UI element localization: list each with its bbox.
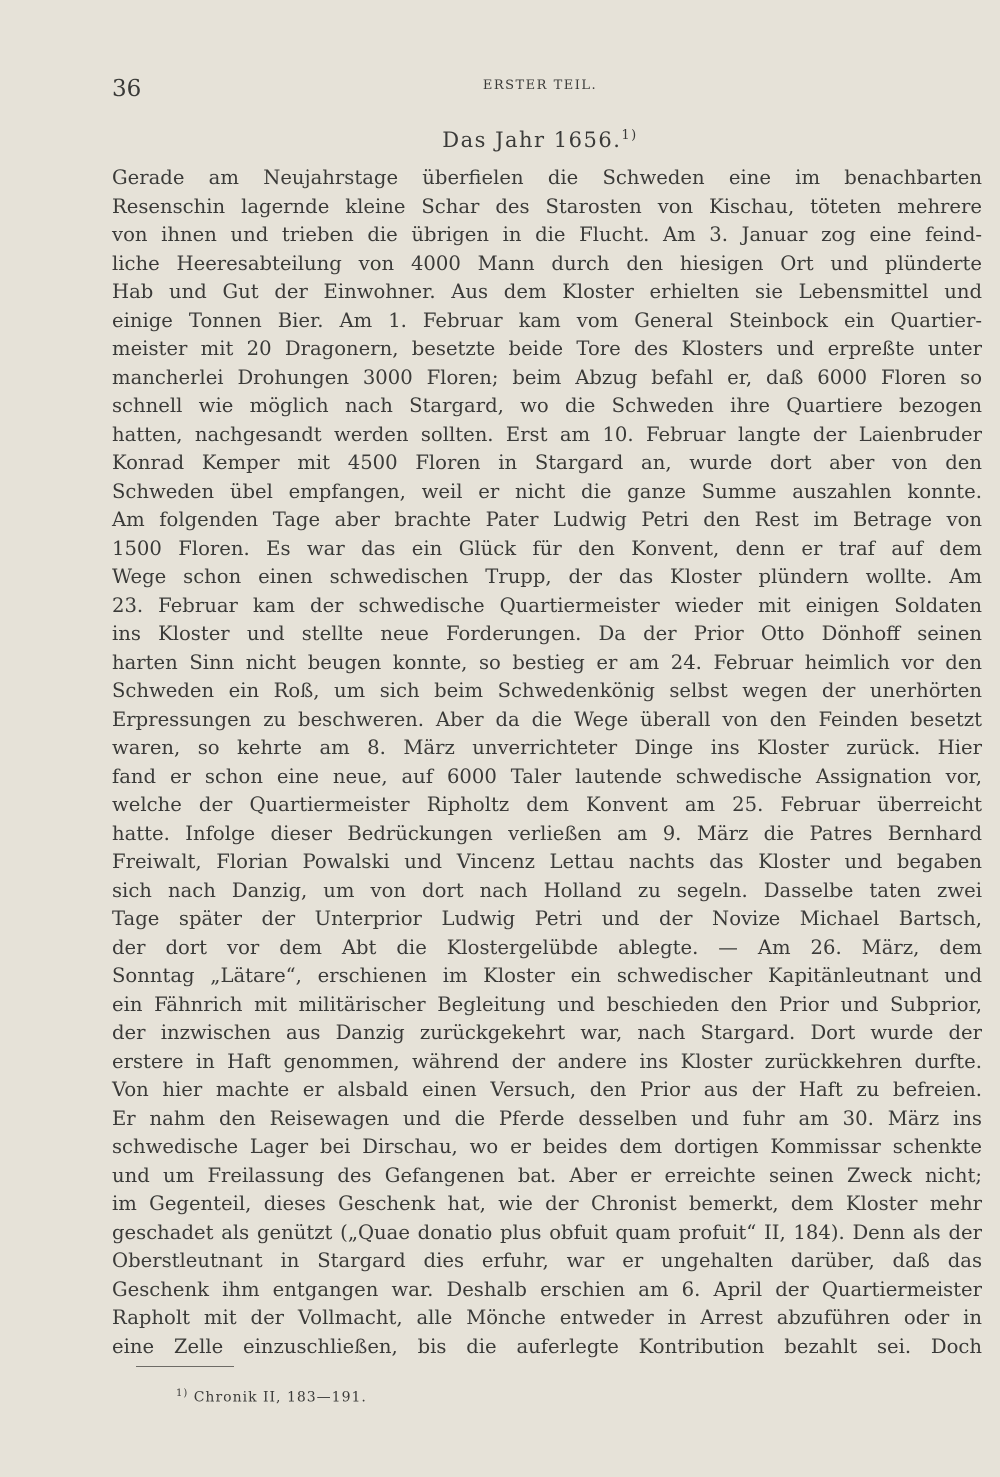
section-heading-text: Das Jahr 1656. xyxy=(442,128,622,152)
footnote-marker: 1) xyxy=(176,1388,189,1399)
text-line: Wege schon einen schwedischen Trupp, der das Kloster plündern wollte. Am xyxy=(112,565,982,588)
text-line: mancherlei Drohungen 3000 Floren; beim Abzug befahl er, daß 6000 Floren so xyxy=(112,365,982,389)
text-line: Er nahm den Reisewagen und die Pferde desselben und fuhr am 30. März ins xyxy=(112,1106,982,1130)
text-line: ein Fähnrich mit militärischer Begleitung und beschieden den Prior und Subprior, xyxy=(112,992,982,1016)
text-line: Rapholt mit der Vollmacht, alle Mönche entweder in Arrest abzuführen oder in xyxy=(112,1306,982,1329)
text-line: Hab und Gut der Einwohner. Aus dem Kloster erhielten sie Lebensmittel und xyxy=(112,280,982,303)
text-line: Sonntag „Lätare“, erschienen im Kloster ein schwedischer Kapitänleutnant und xyxy=(112,964,982,987)
text-line: Von hier machte er alsbald einen Versuch, den Prior aus der Haft zu befreien. xyxy=(112,1078,982,1101)
text-line: 23. Februar kam der schwedische Quartiermeister wieder mit einigen Soldaten xyxy=(112,593,982,617)
section-heading xyxy=(0,128,1000,152)
footnote-rule xyxy=(136,1366,234,1367)
footnote xyxy=(176,1388,367,1406)
text-line: der dort vor dem Abt die Klostergelübde ablegte. — Am 26. März, dem xyxy=(112,935,982,959)
text-line: Tage später der Unterprior Ludwig Petri und der Novize Michael Bartsch, xyxy=(112,907,982,930)
text-line: und um Freilassung des Gefangenen bat. Aber er erreichte seinen Zweck nicht; xyxy=(112,1163,982,1187)
text-line: Oberstleutnant in Stargard dies erfuhr, war er ungehalten darüber, daß das xyxy=(112,1249,982,1272)
text-line: einige Tonnen Bier. Am 1. Februar kam vom General Steinbock ein Quartier- xyxy=(112,308,982,332)
text-line: erstere in Haft genommen, während der andere ins Kloster zurückkehren durfte. xyxy=(112,1049,982,1073)
text-line: Erpressungen zu beschweren. Aber da die Wege überall von den Feinden besetzt xyxy=(112,707,982,731)
text-line: Resenschin lagernde kleine Schar des Starosten von Kischau, töteten mehrere xyxy=(112,194,982,218)
text-line: sich nach Danzig, um von dort nach Holland zu segeln. Dasselbe taten zwei xyxy=(112,878,982,902)
text-line: fand er schon eine neue, auf 6000 Taler lautende schwedische Assignation vor, xyxy=(112,764,982,788)
text-line: Gerade am Neujahrstage überfielen die Schweden eine im benachbarten xyxy=(112,166,982,189)
text-line: 1500 Floren. Es war das ein Glück für den Konvent, denn er traf auf dem xyxy=(112,536,982,560)
text-line: eine Zelle einzuschließen, bis die auferlegte Kontribution bezahlt sei. Doch xyxy=(112,1334,982,1358)
text-line: waren, so kehrte am 8. März unverrichteter Dinge ins Kloster zurück. Hier xyxy=(112,736,982,759)
text-line: hatte. Infolge dieser Bedrückungen verließen am 9. März die Patres Bernhard xyxy=(112,821,982,845)
text-line: hatten, nachgesandt werden sollten. Erst am 10. Februar langte der Laienbruder xyxy=(112,422,982,446)
text-line: liche Heeresabteilung von 4000 Mann durch den hiesigen Ort und plünderte xyxy=(112,251,982,275)
footnote-text: Chronik II, 183—191. xyxy=(193,1389,367,1406)
text-line: Schweden übel empfangen, weil er nicht die ganze Summe auszahlen konnte. xyxy=(112,479,982,503)
text-line: schnell wie möglich nach Stargard, wo die Schweden ihre Quartiere bezogen xyxy=(112,394,982,417)
text-line: der inzwischen aus Danzig zurückgekehrt war, nach Stargard. Dort wurde der xyxy=(112,1021,982,1044)
text-line: Geschenk ihm entgangen war. Deshalb erschien am 6. April der Quartiermeister xyxy=(112,1277,982,1301)
text-line: ins Kloster und stellte neue Forderungen. Da der Prior Otto Dönhoff seinen xyxy=(112,622,982,645)
body-text xyxy=(112,164,982,1361)
footnote-reference: 1) xyxy=(621,128,638,143)
text-line: welche der Quartiermeister Ripholtz dem Konvent am 25. Februar überreicht xyxy=(112,793,982,816)
text-line: geschadet als genützt („Quae donatio plus obfuit quam profuit“ II, 184). Denn als der xyxy=(112,1220,982,1244)
text-line: Konrad Kemper mit 4500 Floren in Stargard an, wurde dort aber von den xyxy=(112,451,982,474)
text-line: meister mit 20 Dragonern, besetzte beide Tore des Klosters und erpreßte unter xyxy=(112,337,982,360)
text-line: Schweden ein Roß, um sich beim Schwedenkönig selbst wegen der unerhörten xyxy=(112,679,982,702)
text-line: harten Sinn nicht beugen konnte, so bestieg er am 24. Februar heimlich vor den xyxy=(112,650,982,674)
text-line: schwedische Lager bei Dirschau, wo er beides dem dortigen Kommissar schenkte xyxy=(112,1135,982,1158)
text-line: Freiwalt, Florian Powalski und Vincenz Lettau nachts das Kloster und begaben xyxy=(112,850,982,873)
running-head: ERSTER TEIL. xyxy=(482,78,598,93)
page-number: 36 xyxy=(112,76,142,102)
text-line: Am folgenden Tage aber brachte Pater Ludwig Petri den Rest im Betrage von xyxy=(112,508,982,531)
text-line: im Gegenteil, dieses Geschenk hat, wie der Chronist bemerkt, dem Kloster mehr xyxy=(112,1192,982,1215)
text-line: von ihnen und trieben die übrigen in die Flucht. Am 3. Januar zog eine feind- xyxy=(112,223,982,246)
